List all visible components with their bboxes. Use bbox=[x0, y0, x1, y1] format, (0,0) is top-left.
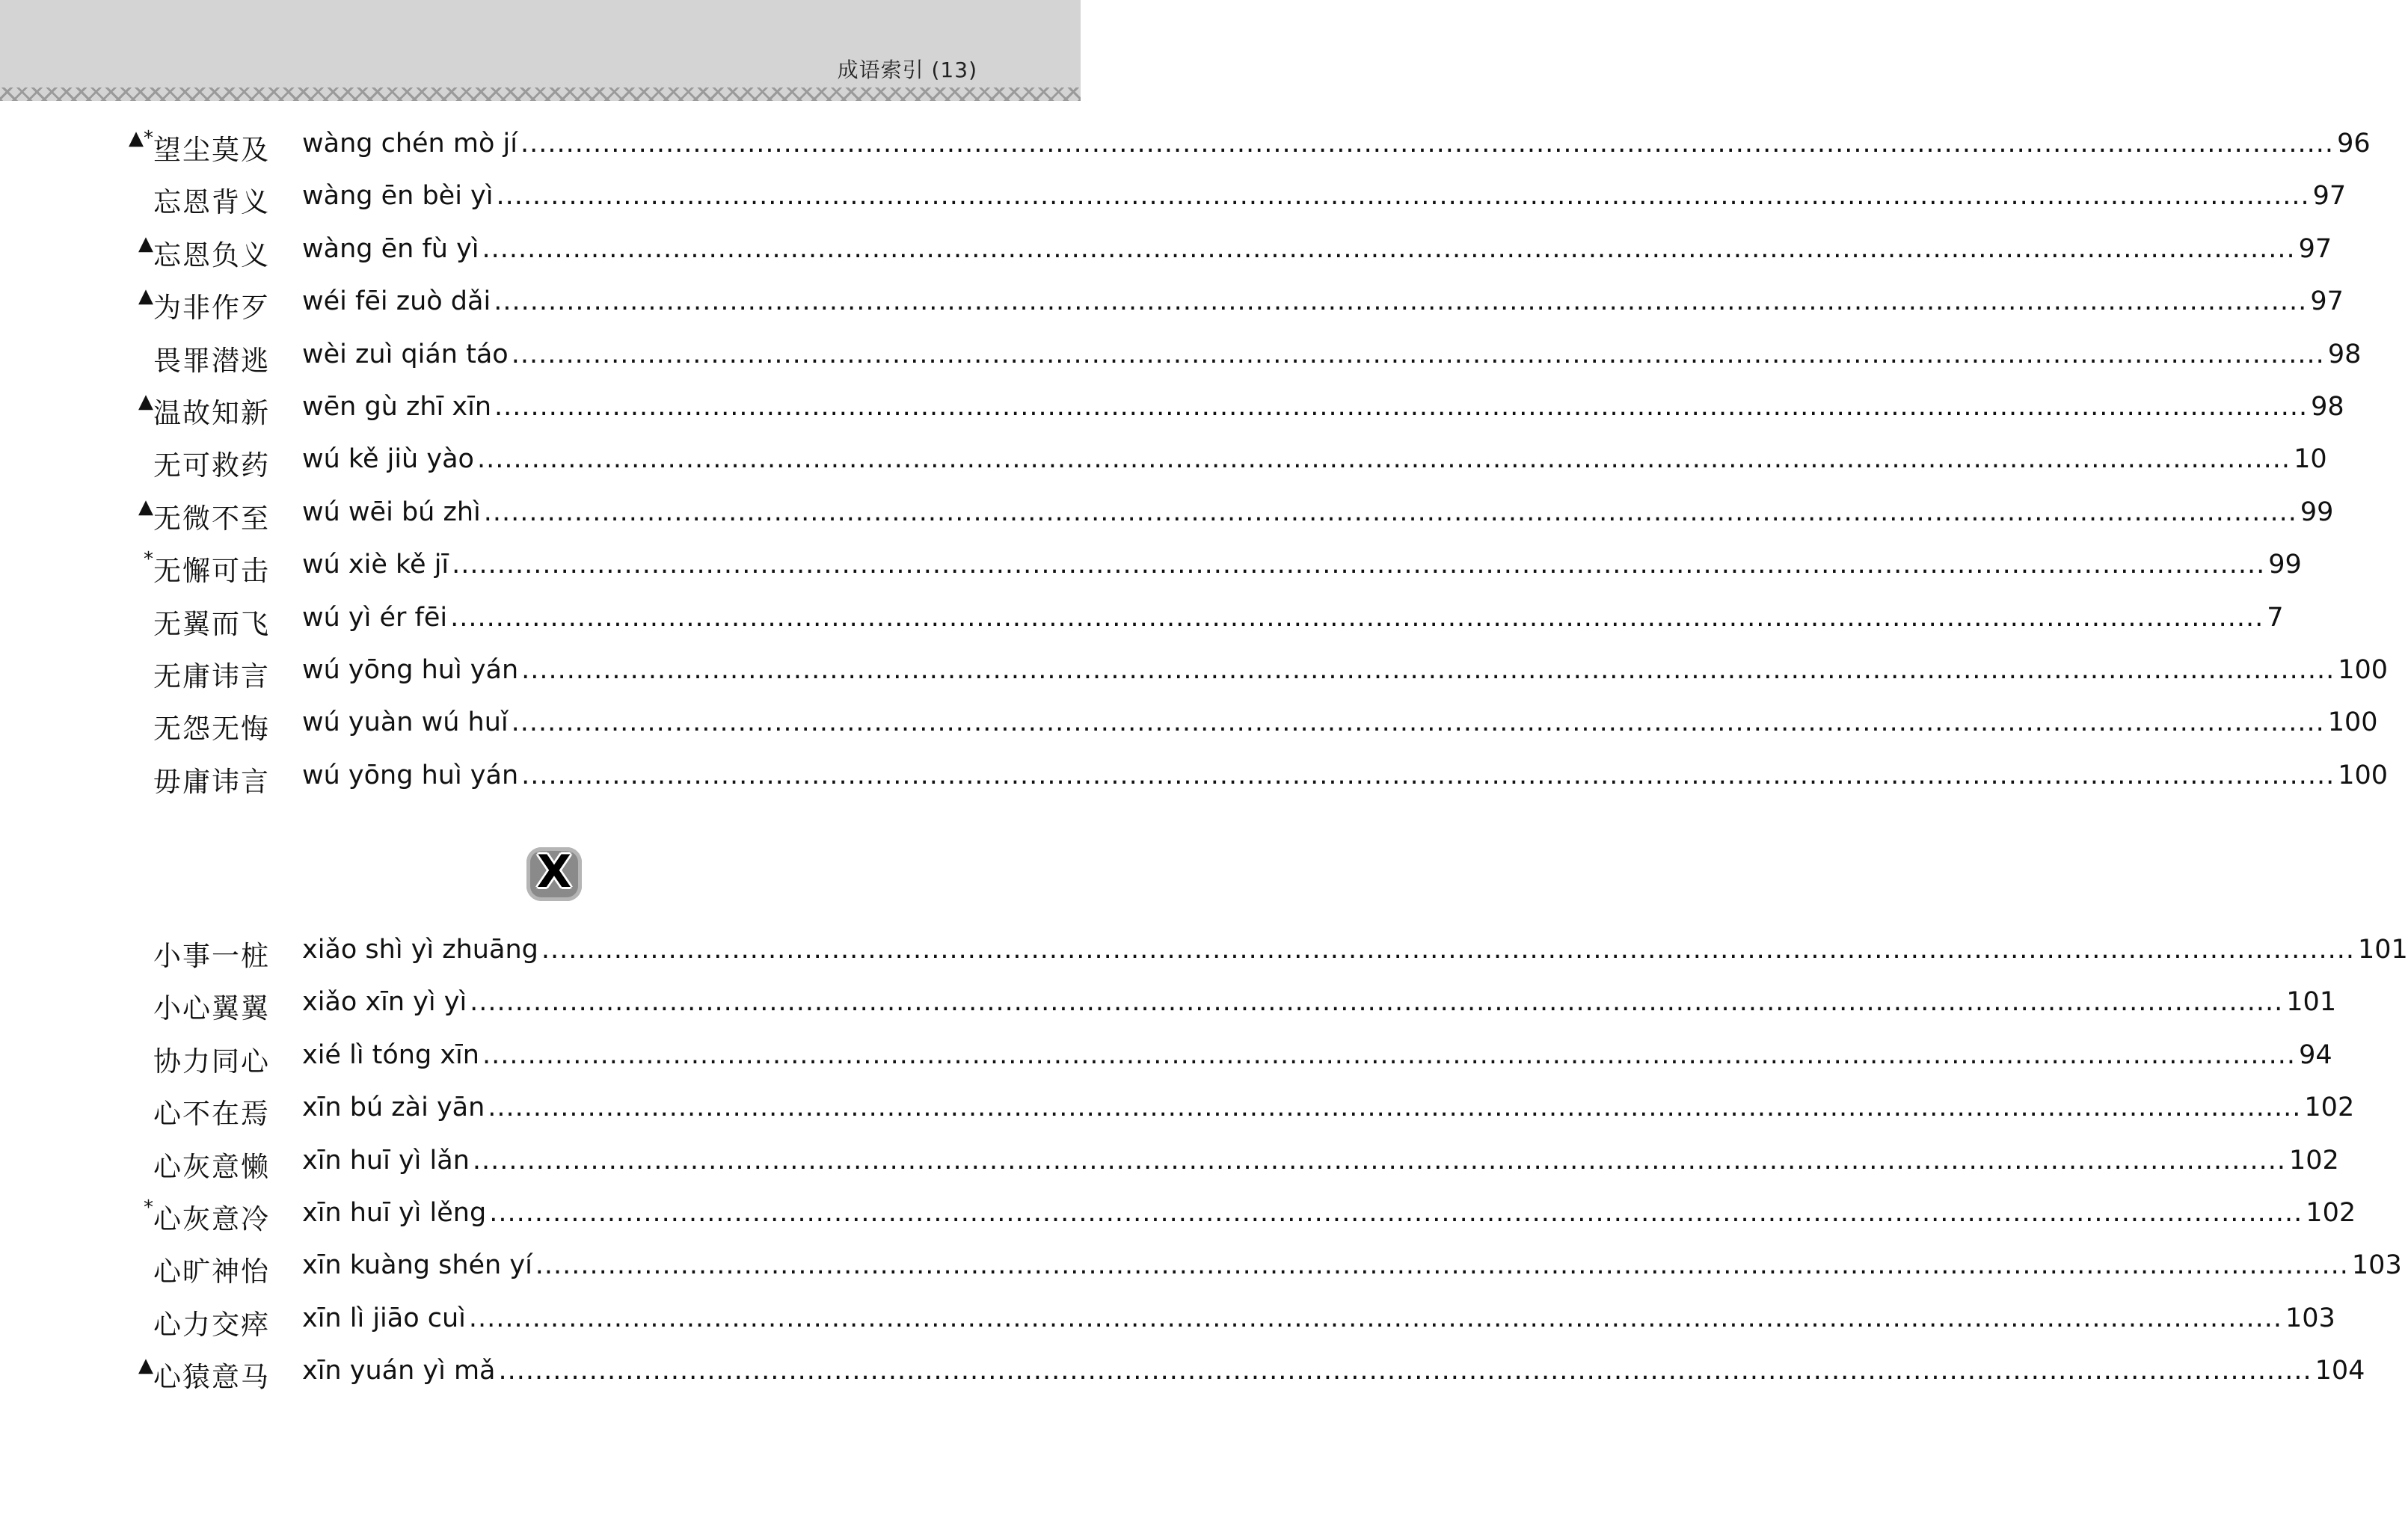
dot-leader: ........................................................................................................................................................................................................ bbox=[494, 286, 2308, 317]
index-entry bbox=[0, 697, 2378, 749]
page-number: 102 bbox=[2306, 1197, 2356, 1228]
index-entry bbox=[0, 1187, 2356, 1240]
idiom-text: 心力交瘁 bbox=[153, 1308, 270, 1341]
index-entry bbox=[0, 645, 2389, 697]
idiom-text: 无翼而飞 bbox=[153, 607, 270, 640]
dot-leader: ........................................................................................................................................................................................................ bbox=[521, 654, 2335, 685]
dot-leader: ........................................................................................................................................................................................................ bbox=[496, 181, 2310, 212]
entry-line bbox=[302, 1250, 2402, 1281]
dot-leader: ........................................................................................................................................................................................................ bbox=[476, 444, 2291, 475]
page-number: 97 bbox=[2310, 286, 2344, 317]
idiom-text: 心旷神怡 bbox=[153, 1256, 270, 1288]
page-number: 97 bbox=[2298, 233, 2332, 264]
dot-leader: ........................................................................................................................................................................................................ bbox=[494, 391, 2309, 422]
entry-line bbox=[302, 550, 2302, 580]
entry-line bbox=[302, 654, 2389, 685]
entry-line bbox=[302, 760, 2389, 790]
dot-leader: ........................................................................................................................................................................................................ bbox=[452, 550, 2266, 580]
index-entry bbox=[0, 1293, 2335, 1345]
entry-marker: ▲ bbox=[138, 1354, 153, 1377]
entry-line bbox=[302, 1303, 2335, 1333]
pinyin-text: xiǎo xīn yì yì bbox=[302, 987, 467, 1018]
pinyin-text: xīn huī yì lǎn bbox=[302, 1145, 470, 1176]
index-entry bbox=[0, 977, 2337, 1029]
pinyin-text: wú yōng huì yán bbox=[302, 760, 519, 790]
idiom-text: 无可救药 bbox=[153, 449, 270, 482]
entry-line bbox=[302, 339, 2362, 369]
page-number: 96 bbox=[2337, 129, 2371, 159]
dot-leader: ........................................................................................................................................................................................................ bbox=[470, 987, 2284, 1018]
idiom-text: 望尘莫及 bbox=[153, 134, 270, 166]
index-entry bbox=[0, 170, 2347, 223]
entry-line bbox=[302, 286, 2344, 317]
dot-leader: ........................................................................................................................................................................................................ bbox=[541, 935, 2355, 965]
page-number: 98 bbox=[2327, 339, 2362, 369]
page-number: 103 bbox=[2285, 1303, 2335, 1333]
dot-leader: ........................................................................................................................................................................................................ bbox=[472, 1145, 2286, 1176]
entry-line bbox=[302, 1197, 2356, 1228]
entry-marker: ▲* bbox=[129, 127, 153, 150]
decorative-border bbox=[0, 87, 1081, 103]
index-entry bbox=[0, 592, 2284, 645]
page-number: 10 bbox=[2294, 444, 2327, 475]
entry-marker: ▲ bbox=[138, 285, 153, 308]
entry-marker: ▲ bbox=[138, 232, 153, 255]
dot-leader: ........................................................................................................................................................................................................ bbox=[450, 602, 2264, 633]
page-number: 104 bbox=[2315, 1356, 2365, 1386]
index-entry bbox=[0, 1240, 2402, 1292]
idiom-text: 无微不至 bbox=[153, 502, 270, 535]
dot-leader: ........................................................................................................................................................................................................ bbox=[483, 497, 2297, 527]
idiom-text: 心灰意懒 bbox=[153, 1150, 270, 1183]
pinyin-text: wú kě jiù yào bbox=[302, 444, 474, 475]
page-number: 100 bbox=[2327, 707, 2378, 738]
idiom-text: 畏罪潜逃 bbox=[153, 344, 270, 377]
pinyin-text: wú yì ér fēi bbox=[302, 602, 448, 633]
dot-leader: ........................................................................................................................................................................................................ bbox=[511, 339, 2325, 369]
pinyin-text: wèi zuì qián táo bbox=[302, 339, 509, 369]
index-entry bbox=[0, 750, 2389, 802]
pinyin-text: xīn kuàng shén yí bbox=[302, 1250, 532, 1281]
pinyin-text: wú wēi bú zhì bbox=[302, 497, 481, 527]
index-entry bbox=[0, 118, 2371, 170]
idiom-text: 心不在焉 bbox=[153, 1098, 270, 1131]
entry-line bbox=[302, 391, 2344, 422]
idiom-text: 协力同心 bbox=[153, 1045, 270, 1078]
pinyin-text: wéi fēi zuò dǎi bbox=[302, 286, 491, 317]
entry-line bbox=[302, 1039, 2332, 1070]
page-number: 94 bbox=[2299, 1039, 2332, 1070]
pinyin-text: wēn gù zhī xīn bbox=[302, 391, 492, 422]
pinyin-text: xīn huī yì lěng bbox=[302, 1197, 487, 1228]
idiom-text: 心猿意马 bbox=[153, 1361, 270, 1394]
page-number: 102 bbox=[2304, 1093, 2355, 1123]
dot-leader: ........................................................................................................................................................................................................ bbox=[511, 707, 2325, 738]
index-entry bbox=[0, 539, 2302, 592]
page-number: 99 bbox=[2268, 550, 2302, 580]
entry-line bbox=[302, 935, 2408, 965]
index-entry bbox=[0, 1135, 2339, 1187]
pinyin-text: wàng ēn bèi yì bbox=[302, 181, 494, 212]
idiom-text: 忘恩负义 bbox=[153, 239, 270, 271]
page-number: 97 bbox=[2312, 181, 2347, 212]
idiom-text: 小事一桩 bbox=[153, 940, 270, 972]
pinyin-text: wú yōng huì yán bbox=[302, 654, 519, 685]
entry-marker: * bbox=[144, 548, 153, 571]
entry-line bbox=[302, 181, 2347, 212]
pinyin-text: wàng chén mò jí bbox=[302, 129, 517, 159]
index-entry bbox=[0, 924, 2408, 977]
pinyin-text: wú yuàn wú huǐ bbox=[302, 707, 509, 738]
page-number: 100 bbox=[2338, 654, 2389, 685]
dot-leader: ........................................................................................................................................................................................................ bbox=[482, 1039, 2297, 1070]
entry-line bbox=[302, 444, 2327, 475]
page-number: 99 bbox=[2300, 497, 2334, 527]
entry-marker: * bbox=[144, 1196, 153, 1219]
idiom-text: 小心翼翼 bbox=[153, 992, 270, 1025]
page-number: 100 bbox=[2338, 760, 2389, 790]
page-number: 103 bbox=[2351, 1250, 2402, 1281]
page-header bbox=[0, 0, 1081, 87]
entry-line bbox=[302, 602, 2284, 633]
pinyin-text: xiǎo shì yì zhuāng bbox=[302, 935, 538, 965]
idiom-text: 为非作歹 bbox=[153, 292, 270, 325]
idiom-text: 无懈可击 bbox=[153, 555, 270, 588]
entry-line bbox=[302, 233, 2332, 264]
index-entry bbox=[0, 487, 2334, 539]
entry-line bbox=[302, 987, 2337, 1018]
page-title: 成语索引 (13) bbox=[837, 58, 977, 82]
entry-line bbox=[302, 1145, 2339, 1176]
entry-line bbox=[302, 129, 2371, 159]
pinyin-text: wàng ēn fù yì bbox=[302, 233, 479, 264]
page-number: 102 bbox=[2289, 1145, 2339, 1176]
page-number: 7 bbox=[2267, 602, 2284, 633]
entry-line bbox=[302, 497, 2334, 527]
dot-leader: ........................................................................................................................................................................................................ bbox=[521, 760, 2335, 790]
section-letter-badge bbox=[526, 847, 582, 901]
index-entry bbox=[0, 1030, 2332, 1082]
dot-leader: ........................................................................................................................................................................................................ bbox=[468, 1303, 2283, 1333]
entry-marker: ▲ bbox=[138, 495, 153, 518]
pinyin-text: xīn lì jiāo cuì bbox=[302, 1303, 466, 1333]
idiom-text: 忘恩背义 bbox=[153, 186, 270, 219]
dot-leader: ........................................................................................................................................................................................................ bbox=[535, 1250, 2349, 1281]
index-section-x bbox=[0, 924, 2408, 1398]
section-letter: X bbox=[536, 846, 572, 898]
index-entry bbox=[0, 276, 2344, 328]
dot-leader: ........................................................................................................................................................................................................ bbox=[489, 1197, 2303, 1228]
pinyin-text: xié lì tóng xīn bbox=[302, 1039, 479, 1070]
dot-leader: ........................................................................................................................................................................................................ bbox=[498, 1356, 2312, 1386]
entry-line bbox=[302, 1356, 2365, 1386]
entry-marker: ▲ bbox=[138, 390, 153, 413]
index-entry bbox=[0, 329, 2362, 381]
page-number: 98 bbox=[2311, 391, 2344, 422]
idiom-text: 无怨无悔 bbox=[153, 713, 270, 746]
pinyin-text: xīn bú zài yān bbox=[302, 1093, 485, 1123]
dot-leader: ........................................................................................................................................................................................................ bbox=[482, 233, 2296, 264]
index-entry bbox=[0, 381, 2344, 434]
idiom-text: 毋庸讳言 bbox=[153, 765, 270, 798]
idiom-text: 心灰意冷 bbox=[153, 1202, 270, 1235]
entry-line bbox=[302, 707, 2378, 738]
dot-leader: ........................................................................................................................................................................................................ bbox=[488, 1093, 2302, 1123]
index-section-w bbox=[0, 118, 2389, 802]
entry-line bbox=[302, 1093, 2355, 1123]
idiom-text: 温故知新 bbox=[153, 396, 270, 429]
pinyin-text: xīn yuán yì mǎ bbox=[302, 1356, 496, 1386]
index-entry bbox=[0, 434, 2327, 486]
index-entry bbox=[0, 224, 2332, 276]
index-entry bbox=[0, 1082, 2355, 1134]
index-entry bbox=[0, 1345, 2365, 1398]
pinyin-text: wú xiè kě jī bbox=[302, 550, 449, 580]
page-number: 101 bbox=[2286, 987, 2337, 1018]
idiom-text: 无庸讳言 bbox=[153, 660, 270, 692]
dot-leader: ........................................................................................................................................................................................................ bbox=[520, 129, 2335, 159]
page-number: 101 bbox=[2357, 935, 2408, 965]
